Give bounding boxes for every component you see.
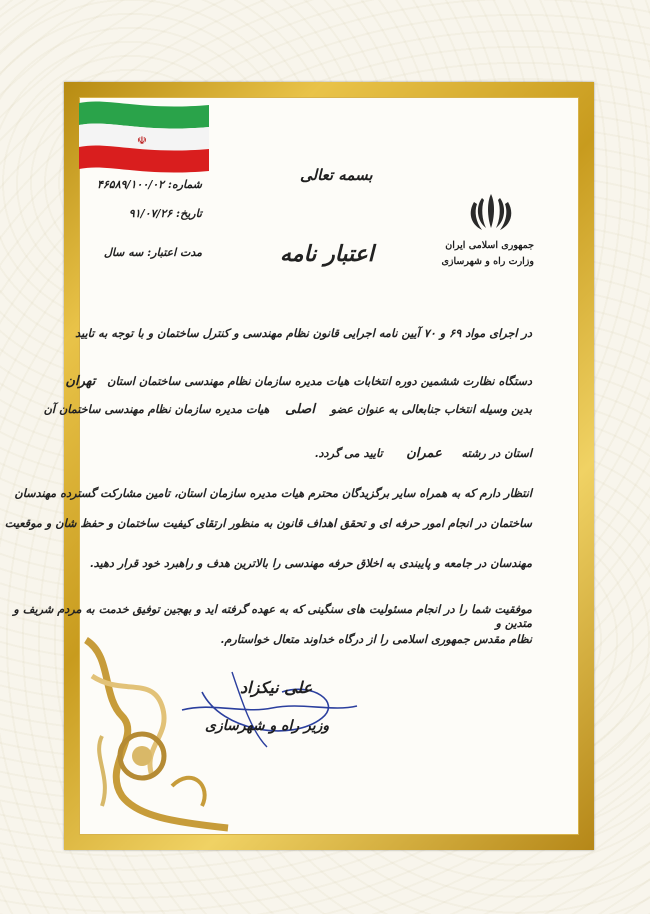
signatory-name: علی نیکزاد [240,678,313,697]
iran-emblem-icon [468,192,514,232]
invocation-text: بسمه تعالی [300,166,373,184]
body-line-4-text-a: استان در رشته [461,446,532,460]
paragraph-3-line-1: موفقیت شما را در انجام مسئولیت های سنگینی که به عهده گرفته اید و بهجین توفیق خدمت به مردم شریف و متدین و [13,602,532,630]
handwritten-signature [172,662,362,752]
body-line-2 [65,374,532,389]
certificate-title: اعتبار نامه [280,241,374,267]
body-line-3-text-c: هیات مدیره سازمان نظام مهندسی ساختمان آن [43,402,270,416]
validity-period: مدت اعتبار: سه سال [103,246,202,259]
body-line-3 [44,402,532,417]
svg-text:☫: ☫ [137,134,147,147]
signatory-title: وزیر راه و شهرسازی [205,718,330,734]
paragraph-2-line-2: ساختمان در انجام امور حرفه ای و تحقق اهداف قانون به منظور ارتقای کیفیت ساختمان و حفظ شان و موقعیت [4,516,532,530]
body-line-1: در اجرای مواد ۶۹ و ۷۰ آیین نامه اجرایی قانون نظام مهندسی و کنترل ساختمان و با توجه به تایید [75,326,532,340]
paragraph-2-line-3: مهندسان در جامعه و پایبندی به اخلاق حرفه مهندسی را بالاترین هدف و راهبرد خود قرار دهید. [89,556,532,570]
emblem-ministry-label: وزارت راه و شهرسازی [441,256,534,267]
body-line-4 [315,446,532,461]
letter-number: شماره: ۴۶۵۸۹/۱۰۰/۰۲ [96,178,202,191]
iran-flag-icon [79,97,209,187]
paragraph-2-line-1: انتظار دارم که به همراه سایر برگزیدگان محترم هیات مدیره سازمان استان، تامین مشارکت گسترده مهندسان [14,486,532,500]
paragraph-3-line-2: نظام مقدس جمهوری اسلامی را از درگاه خداوند متعال خواستارم. [220,632,532,646]
membership-type: اصلی [285,402,315,417]
province-name: تهران [65,374,96,389]
emblem-country-label: جمهوری اسلامی ایران [445,240,534,251]
body-line-2-text: دستگاه نظارت ششمین دوره انتخابات هیات مدیره سازمان نظام مهندسی ساختمان استان [107,374,532,388]
body-line-4-text-c: تایید می گردد. [314,446,383,460]
discipline-name: عمران [406,446,442,461]
letter-date: تاریخ: ۹۱/۰۷/۲۶ [128,207,202,220]
body-line-3-text-a: بدین وسیله انتخاب جنابعالی به عنوان عضو [330,402,532,416]
